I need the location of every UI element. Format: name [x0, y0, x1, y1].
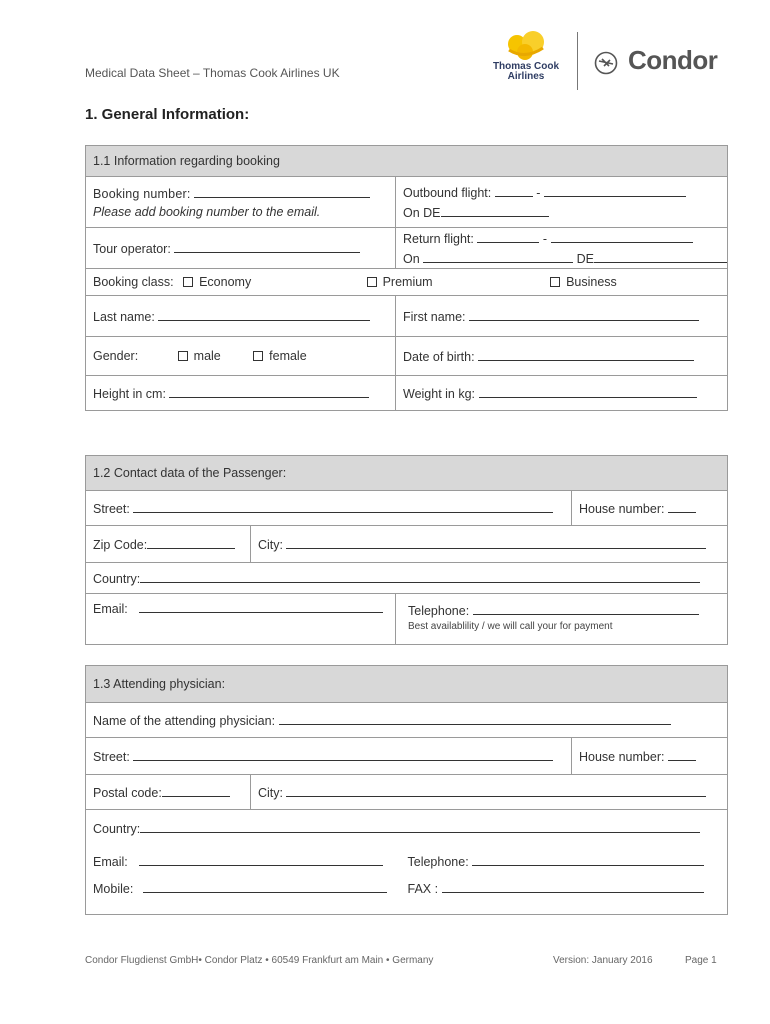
mobile-cell — [86, 876, 396, 915]
logo-divider — [577, 32, 578, 90]
document-title: Medical Data Sheet – Thomas Cook Airlines UK — [85, 66, 340, 80]
physician-telephone-field[interactable] — [472, 853, 704, 866]
fax-field[interactable] — [442, 880, 704, 893]
contact-country-field[interactable] — [140, 570, 700, 583]
thomas-cook-wordmark-line2: Airlines — [507, 71, 545, 82]
premium-label: Premium — [382, 275, 433, 289]
booking-number-cell — [86, 177, 396, 228]
postal-field[interactable] — [162, 784, 230, 797]
thomas-cook-wordmark — [487, 62, 565, 82]
premium-checkbox[interactable] — [367, 277, 377, 287]
dob-cell — [396, 337, 728, 376]
physician-name-cell — [86, 703, 728, 738]
first-name-cell — [396, 296, 728, 337]
footer-version: Version: January 2016 — [553, 955, 653, 966]
physician-country-label: Country: — [93, 822, 141, 836]
booking-heading: 1.1 Information regarding booking — [86, 146, 728, 177]
physician-table — [85, 665, 728, 915]
contact-street-cell — [86, 491, 572, 526]
physician-country-cell — [86, 810, 728, 847]
zip-label: Zip Code: — [93, 538, 148, 552]
footer-page: Page 1 — [685, 955, 717, 966]
physician-email-field[interactable] — [139, 853, 383, 866]
return-de-label: DE — [576, 252, 595, 266]
physician-heading: 1.3 Attending physician: — [86, 666, 728, 703]
weight-field[interactable] — [479, 385, 697, 398]
physician-street-field[interactable] — [133, 748, 553, 761]
height-label: Height in cm: — [93, 387, 166, 401]
female-option[interactable] — [253, 349, 307, 363]
last-name-cell — [86, 296, 396, 337]
return-label: Return flight: — [403, 232, 474, 246]
booking-table — [85, 145, 728, 411]
economy-checkbox[interactable] — [183, 277, 193, 287]
contact-heading: 1.2 Contact data of the Passenger: — [86, 456, 728, 491]
physician-house-cell — [572, 738, 728, 775]
physician-telephone-label: Telephone: — [407, 855, 469, 869]
booking-class-cell — [86, 269, 728, 296]
physician-city-field[interactable] — [286, 784, 706, 797]
last-name-field[interactable] — [158, 308, 370, 321]
contact-city-label: City: — [258, 538, 283, 552]
male-checkbox[interactable] — [178, 351, 188, 361]
outbound-cell — [396, 177, 728, 228]
return-cell — [396, 228, 728, 269]
return-to-field[interactable] — [551, 230, 693, 243]
contact-country-label: Country: — [93, 572, 141, 586]
footer-company: Condor Flugdienst GmbH• Condor Platz • 60549 Frankfurt am Main • Germany — [85, 955, 434, 966]
zip-field[interactable] — [147, 536, 235, 549]
physician-name-field[interactable] — [279, 712, 671, 725]
contact-street-label: Street: — [93, 502, 130, 516]
availability-note: Best availablility / we will call your for payment — [408, 621, 613, 632]
contact-email-field[interactable] — [139, 600, 383, 613]
first-name-label: First name: — [403, 310, 466, 324]
height-cell — [86, 376, 396, 411]
booking-number-field[interactable] — [194, 185, 370, 198]
return-de-field[interactable] — [594, 250, 727, 263]
outbound-label: Outbound flight: — [403, 186, 492, 200]
height-field[interactable] — [169, 385, 369, 398]
booking-number-note: Please add booking number to the email. — [93, 205, 321, 219]
outbound-date-field[interactable] — [441, 204, 549, 217]
physician-city-cell — [251, 775, 728, 810]
physician-city-label: City: — [258, 786, 283, 800]
contact-table — [85, 455, 728, 645]
weight-cell — [396, 376, 728, 411]
return-on-label: On — [403, 252, 420, 266]
contact-telephone-label: Telephone: — [408, 604, 470, 618]
outbound-from-field[interactable] — [495, 184, 533, 197]
dob-field[interactable] — [478, 348, 694, 361]
outbound-on-label: On DE — [403, 206, 441, 220]
gender-cell — [86, 337, 396, 376]
contact-email-cell — [86, 594, 396, 645]
dob-label: Date of birth: — [403, 350, 475, 364]
thomas-cook-wordmark-line1: Thomas Cook — [492, 61, 560, 72]
contact-house-cell — [572, 491, 728, 526]
contact-city-cell — [251, 526, 728, 563]
physician-telephone-cell — [396, 846, 728, 876]
postal-cell — [86, 775, 251, 810]
first-name-field[interactable] — [469, 308, 699, 321]
male-label: male — [193, 349, 221, 363]
physician-street-label: Street: — [93, 750, 130, 764]
tour-operator-field[interactable] — [174, 240, 360, 253]
weight-label: Weight in kg: — [403, 387, 476, 401]
contact-telephone-field[interactable] — [473, 602, 699, 615]
physician-email-label: Email: — [93, 855, 128, 869]
last-name-label: Last name: — [93, 310, 155, 324]
male-option[interactable] — [178, 349, 250, 363]
return-from-field[interactable] — [477, 230, 539, 243]
tour-operator-cell — [86, 228, 396, 269]
female-checkbox[interactable] — [253, 351, 263, 361]
contact-house-label: House number: — [579, 502, 665, 516]
gender-label: Gender: — [93, 349, 139, 363]
return-dash: - — [542, 232, 548, 246]
mobile-label: Mobile: — [93, 882, 134, 896]
return-date-field[interactable] — [423, 250, 573, 263]
business-checkbox[interactable] — [550, 277, 560, 287]
contact-telephone-cell — [396, 594, 728, 645]
contact-city-field[interactable] — [286, 536, 706, 549]
contact-email-label: Email: — [93, 602, 128, 616]
outbound-dash: - — [536, 186, 541, 200]
section-title: 1. General Information: — [85, 106, 250, 123]
physician-email-cell — [86, 846, 396, 876]
condor-bird-icon — [594, 51, 618, 75]
contact-street-field[interactable] — [133, 500, 553, 513]
contact-house-field[interactable] — [668, 500, 696, 513]
fax-cell — [396, 876, 728, 915]
physician-name-label: Name of the attending physician: — [93, 714, 276, 728]
female-label: female — [269, 349, 307, 363]
mobile-field[interactable] — [143, 880, 387, 893]
premium-option[interactable] — [367, 275, 547, 289]
physician-country-field[interactable] — [140, 820, 700, 833]
tour-operator-label: Tour operator: — [93, 242, 171, 256]
zip-cell — [86, 526, 251, 563]
booking-number-label: Booking number: — [93, 187, 191, 201]
fax-label: FAX : — [407, 882, 439, 896]
outbound-to-field[interactable] — [544, 184, 686, 197]
physician-house-label: House number: — [579, 750, 665, 764]
economy-option[interactable] — [183, 275, 363, 289]
condor-logo: Condor — [628, 45, 718, 75]
economy-label: Economy — [199, 275, 252, 289]
business-option[interactable] — [550, 275, 617, 289]
physician-street-cell — [86, 738, 572, 775]
postal-label: Postal code: — [93, 786, 162, 800]
physician-house-field[interactable] — [668, 748, 696, 761]
business-label: Business — [566, 275, 617, 289]
booking-class-label: Booking class: — [93, 275, 174, 289]
contact-country-cell — [86, 563, 728, 594]
